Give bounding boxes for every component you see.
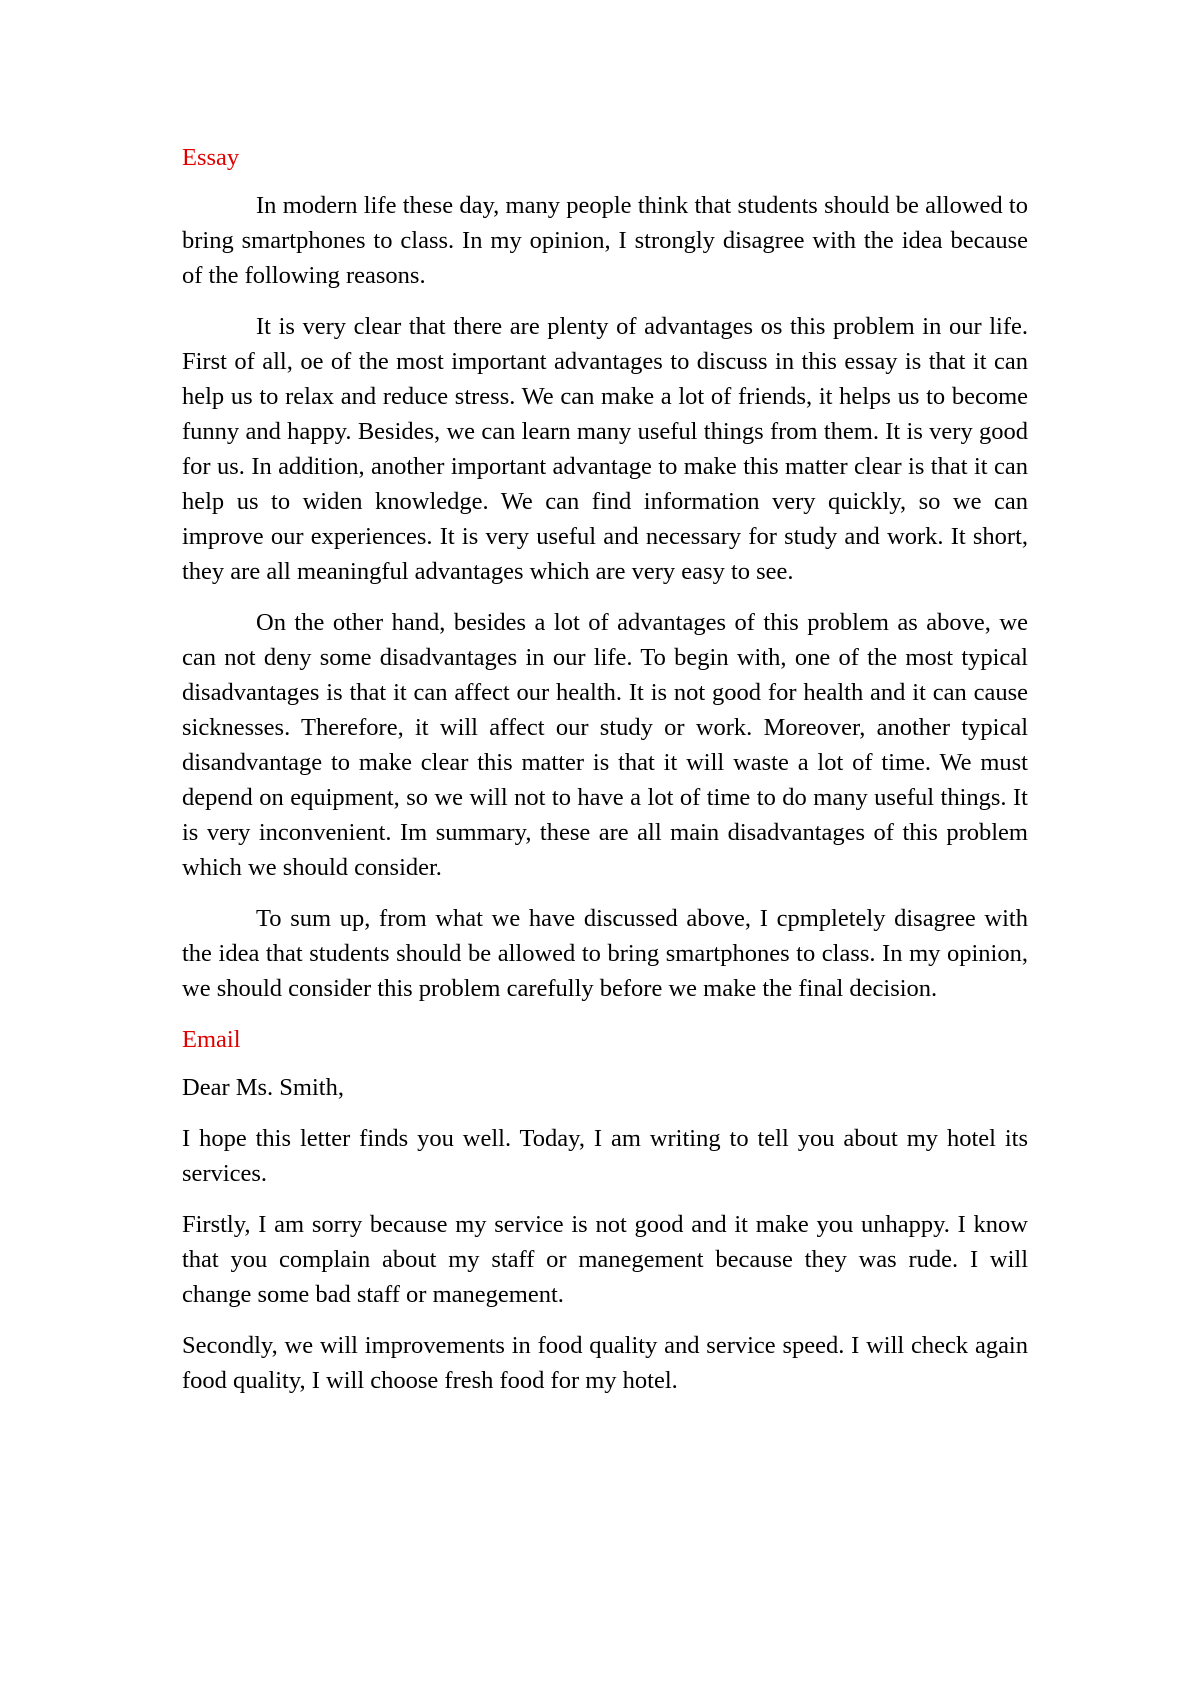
- document-page: [182, 140, 1028, 1414]
- essay-paragraph-2: It is very clear that there are plenty of advantages os this problem in our life. First of all, oe of the most important advantages to discuss in this essay is that it can help us to relax and reduce stress. We can make a lot of friends, it helps us to become funny and happy. Besides, we can learn many useful things from them. It is very good for us. In addition, another important advantage to make this matter clear is that it can help us to widen knowledge. We can find information very quickly, so we can improve our experiences. It is very useful and necessary for study and work. It short, they are all meaningful advantages which are very easy to see.: [182, 313, 1028, 585]
- email-paragraph-3: Secondly, we will improvements in food quality and service speed. I will check again food quality, I will choose fresh food for my hotel.: [182, 1332, 1028, 1394]
- email-greeting: Dear Ms. Smith,: [182, 1074, 344, 1101]
- essay-paragraph-4: To sum up, from what we have discussed above, I cpmpletely disagree with the idea that students should be allowed to bring smartphones to class. In my opinion, we should consider this problem carefully before we make the final decision.: [182, 905, 1028, 1002]
- email-paragraph-1: I hope this letter finds you well. Today, I am writing to tell you about my hotel its services.: [182, 1125, 1028, 1187]
- email-paragraph-2: Firstly, I am sorry because my service is not good and it make you unhappy. I know that you complain about my staff or manegement because they was rude. I will change some bad staff or manegement.: [182, 1211, 1028, 1308]
- email-heading: Email: [182, 1026, 241, 1053]
- essay-paragraph-1: In modern life these day, many people think that students should be allowed to bring smartphones to class. In my opinion, I strongly disagree with the idea because of the following reasons.: [182, 192, 1028, 289]
- essay-paragraph-3: On the other hand, besides a lot of advantages of this problem as above, we can not deny some disadvantages in our life. To begin with, one of the most typical disadvantages is that it can affect our health. It is not good for health and it can cause sicknesses. Therefore, it will affect our study or work. Moreover, another typical disandvantage to make clear this matter is that it will waste a lot of time. We must depend on equipment, so we will not to have a lot of time to do many useful things. It is very inconvenient. Im summary, these are all main disadvantages of this problem which we should consider.: [182, 609, 1028, 881]
- essay-heading: Essay: [182, 144, 240, 171]
